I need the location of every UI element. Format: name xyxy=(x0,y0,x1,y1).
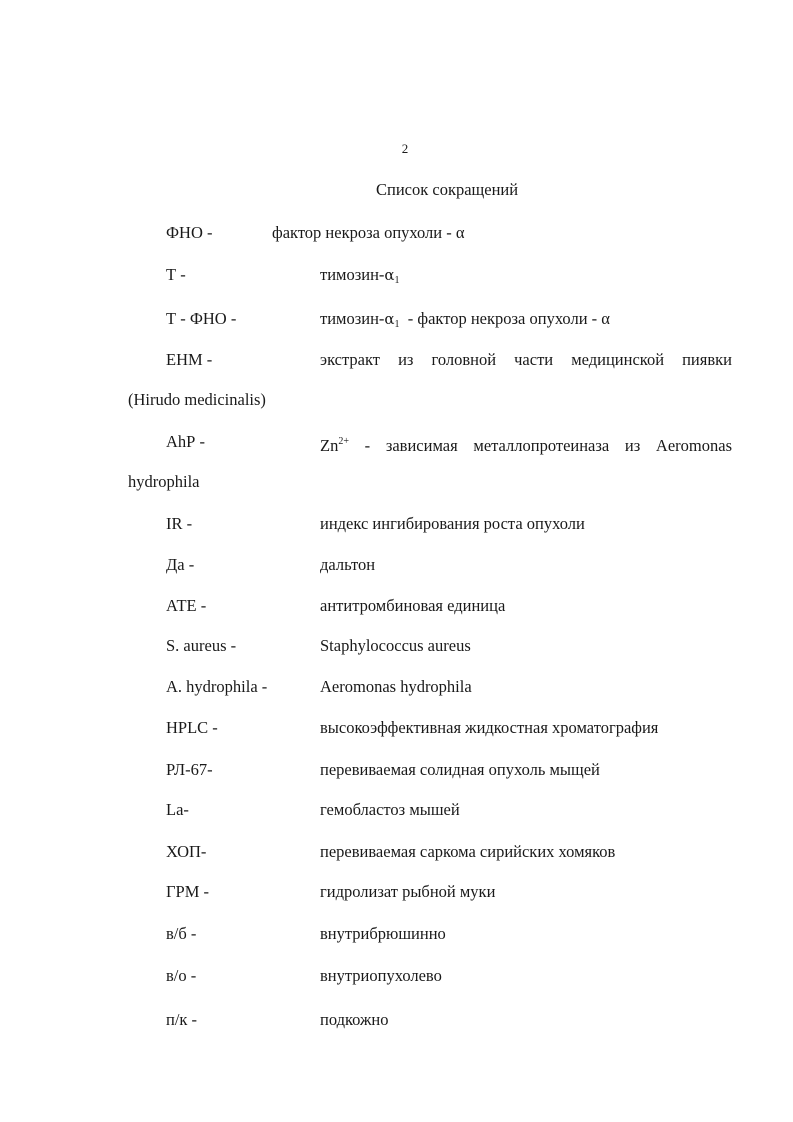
abbreviation: ХОП- xyxy=(166,842,207,861)
abbreviation: п/к - xyxy=(166,1010,198,1029)
page-number: 2 xyxy=(401,141,409,156)
definition: высокоэффективная жидкостная хроматография xyxy=(320,718,659,737)
subscript: 1 xyxy=(394,275,400,286)
abbreviation: АТЕ - xyxy=(166,596,207,615)
definition-text: Zn xyxy=(320,436,339,455)
definition-tail: - фактор некроза опухоли - α xyxy=(399,309,610,328)
abbreviation: Т - ФНО - xyxy=(166,309,237,328)
definition-text: тимозин- xyxy=(320,265,385,284)
abbreviation: ГРМ - xyxy=(166,882,210,901)
definition-tail: - зависимая металлопротеиназа из Aeromonas xyxy=(348,436,732,455)
definition: Aeromonas hydrophila xyxy=(320,677,472,696)
abbreviation: Да - xyxy=(166,555,195,574)
abbreviation: ФНО - xyxy=(166,223,213,242)
abbreviation: АhР - xyxy=(166,432,205,451)
definition xyxy=(320,265,400,291)
definition: перевиваемая саркома сирийских хомяков xyxy=(320,842,616,861)
abbreviation: HPLC - xyxy=(166,718,218,737)
definition-continuation: hydrophila xyxy=(128,472,200,491)
definition: внутриопухолево xyxy=(320,966,442,985)
definition-continuation: (Hirudo medicinalis) xyxy=(128,390,266,409)
definition: внутрибрюшинно xyxy=(320,924,446,943)
abbreviation: IR - xyxy=(166,514,193,533)
abbreviation: La- xyxy=(166,800,189,819)
definition: экстракт из головной части медицинской пиявки xyxy=(320,350,732,369)
abbreviation: S. aureus - xyxy=(166,636,237,655)
superscript: 2+ xyxy=(338,436,349,447)
definition: подкожно xyxy=(320,1010,389,1029)
definition: перевиваемая солидная опухоль мыщей xyxy=(320,760,600,779)
definition: индекс ингибирования роста опухоли xyxy=(320,514,585,533)
definition: гемобластоз мышей xyxy=(320,800,460,819)
subscript: 1 xyxy=(394,319,400,330)
abbreviation: ЕНМ - xyxy=(166,350,213,369)
definition xyxy=(320,432,732,456)
abbreviation: РЛ-67- xyxy=(166,760,213,779)
definition: фактор некроза опухоли - α xyxy=(272,223,465,242)
abbreviation: в/о - xyxy=(166,966,197,985)
alpha-symbol: α xyxy=(384,266,395,284)
definition-text: тимозин- xyxy=(320,309,385,328)
definition: антитромбиновая единица xyxy=(320,596,506,615)
alpha-symbol: α xyxy=(384,310,395,328)
definition: гидролизат рыбной муки xyxy=(320,882,496,901)
abbreviation: в/б - xyxy=(166,924,197,943)
page-title: Список сокращений xyxy=(376,180,519,199)
definition xyxy=(320,309,610,335)
definition: дальтон xyxy=(320,555,376,574)
definition: Staphylococcus aureus xyxy=(320,636,471,655)
abbreviation: A. hydrophila - xyxy=(166,677,268,696)
abbreviation: Т - xyxy=(166,265,186,284)
